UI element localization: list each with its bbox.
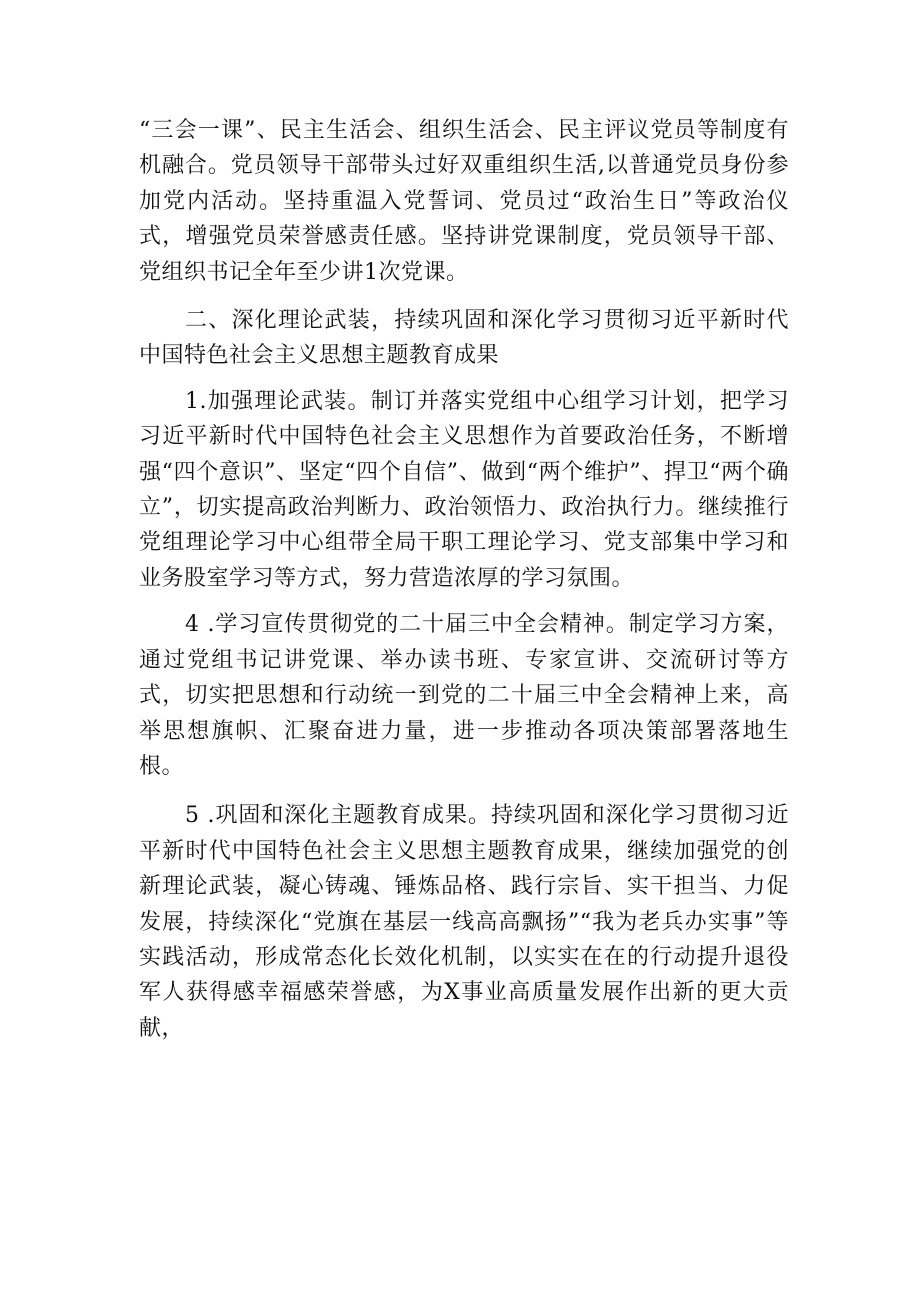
paragraph-item-4: 4 .学习宣传贯彻党的二十届三中全会精神。制定学习方案，通过党组书记讲党课、举办读书班、专家宣讲、交流研讨等方式，切实把思想和行动统一到党的二十届三中全会精神上来，高举思想旗帜、汇聚奋进力量，进一步推动各项决策部署落地生根。 <box>139 612 789 779</box>
paragraph-continuation: “三会一课”、民主生活会、组织生活会、民主评议党员等制度有机融合。党员领导干部带头过好双重组织生活,以普通党员身份参加党内活动。坚持重温入党誓词、党员过“政治生日”等政治仪式，增强党员荣誉感责任感。坚持讲党课制度，党员领导干部、党组织书记全年至少讲1次党课。 <box>139 118 789 285</box>
paragraph-item-5: 5 .巩固和深化主题教育成果。持续巩固和深化学习贯彻习近平新时代中国特色社会主义思想主题教育成果，继续加强党的创新理论武装，凝心铸魂、锤炼品格、践行宗旨、实干担当、力促发展，持续深化“党旗在基层一线高高飘扬”“我为老兵办实事”等实践活动，形成常态化长效化机制，以实实在在的行动提升退役军人获得感幸福感荣誉感，为X事业高质量发展作出新的更大贡献， <box>139 803 789 1041</box>
paragraph-item-1: 1.加强理论武装。制订并落实党组中心组学习计划，把学习习近平新时代中国特色社会主义思想作为首要政治任务，不断增强“四个意识”、坚定“四个自信”、做到“两个维护”、捍卫“两个确立”，切实提高政治判断力、政治领悟力、政治执行力。继续推行党组理论学习中心组带全局干职工理论学习、党支部集中学习和业务股室学习等方式，努力营造浓厚的学习氛围。 <box>139 388 789 591</box>
section-heading: 二、深化理论武装，持续巩固和深化学习贯彻习近平新时代中国特色社会主义思想主题教育成果 <box>139 308 789 369</box>
document-body <box>139 113 789 1046</box>
